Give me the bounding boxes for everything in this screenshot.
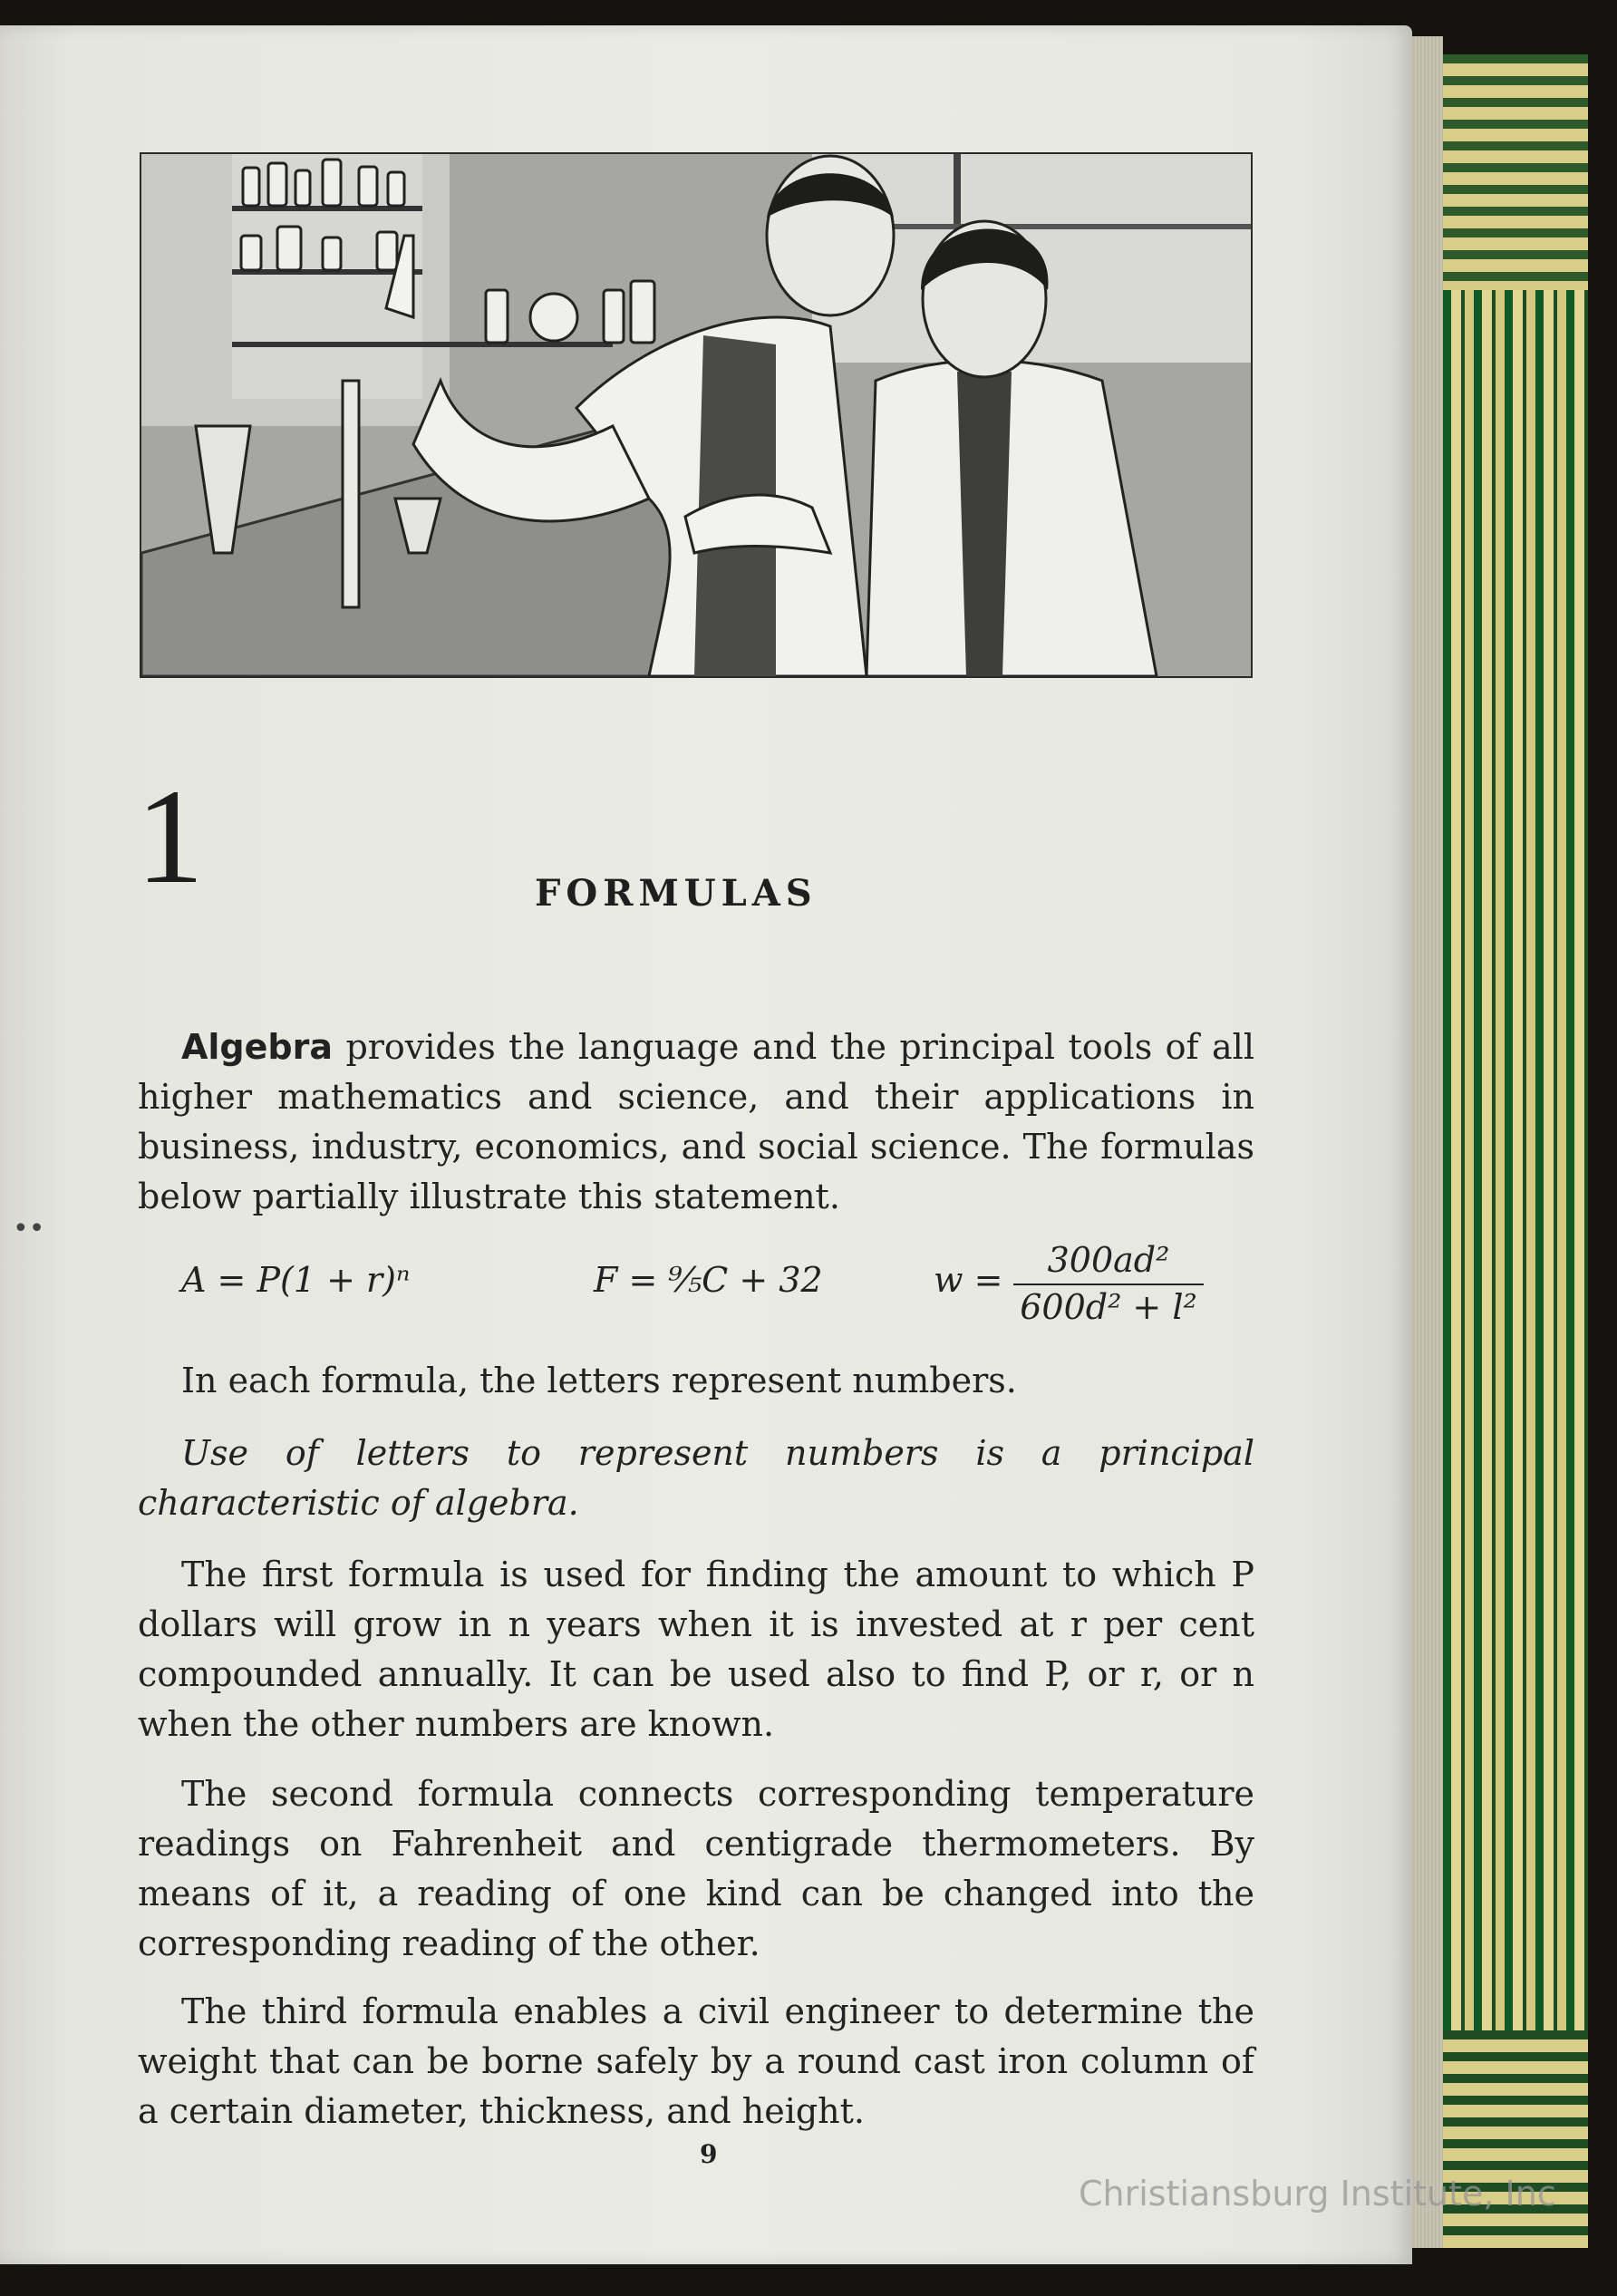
book-cover-spine (1443, 54, 1588, 2248)
letters-paragraph: In each formula, the letters represent numbers. (181, 1361, 1017, 1400)
algebra-term: Algebra (181, 1027, 333, 1067)
second-formula-paragraph: The second formula connects corresponding temperature readings on Fahrenheit and centigrade thermometers. By means of it, a reading of one kind can be changed into the corresponding reading of the other. (138, 1774, 1254, 1963)
spine-stripe-pattern (1443, 290, 1588, 2058)
compound-interest-formula: A = P(1 + r)ⁿ (181, 1260, 411, 1300)
book-page (0, 25, 1412, 2264)
temperature-formula: F = ⁹⁄₅C + 32 (594, 1260, 823, 1300)
intro-paragraph (138, 1022, 1254, 1222)
fraction-numerator: 300ad² (1013, 1240, 1204, 1285)
column-weight-lhs: w = (934, 1260, 1003, 1300)
fraction-denominator: 600d² + l² (1020, 1287, 1197, 1327)
page-number: 9 (700, 2139, 718, 2169)
column-weight-fraction (1013, 1240, 1204, 1327)
third-formula-paragraph: The third formula enables a civil engineer to determine the weight that can be borne safely by a round cast iron column of a certain diameter, thickness, and height. (138, 1991, 1254, 2131)
page-edges (1412, 36, 1443, 2248)
italic-statement: Use of letters to represent numbers is a principal characteristic of algebra. (138, 1433, 1254, 1523)
formula-row (181, 1240, 1215, 1340)
chapter-title: FORMULAS (535, 872, 818, 915)
intro-text: provides the language and the principal tools of all higher mathematics and science, and their applications in business, industry, economics, and social science. The formulas below partially illustrate this statement. (138, 1027, 1254, 1216)
chemistry-lab-illustration (140, 152, 1253, 678)
lab-scene-icon (141, 154, 1251, 676)
watermark: Christiansburg Institute, Inc (1079, 2174, 1556, 2214)
margin-mark: •• (13, 1213, 45, 1245)
first-formula-paragraph: The first formula is used for finding the amount to which P dollars will grow in n years when it is invested at r per cent compounded annually. It can be used also to find P, or r, or n when the other numbers are known. (138, 1555, 1254, 1744)
spine-top-pattern (1443, 54, 1588, 281)
chapter-number: 1 (136, 761, 204, 912)
spine-bottom-pattern (1443, 2030, 1588, 2248)
